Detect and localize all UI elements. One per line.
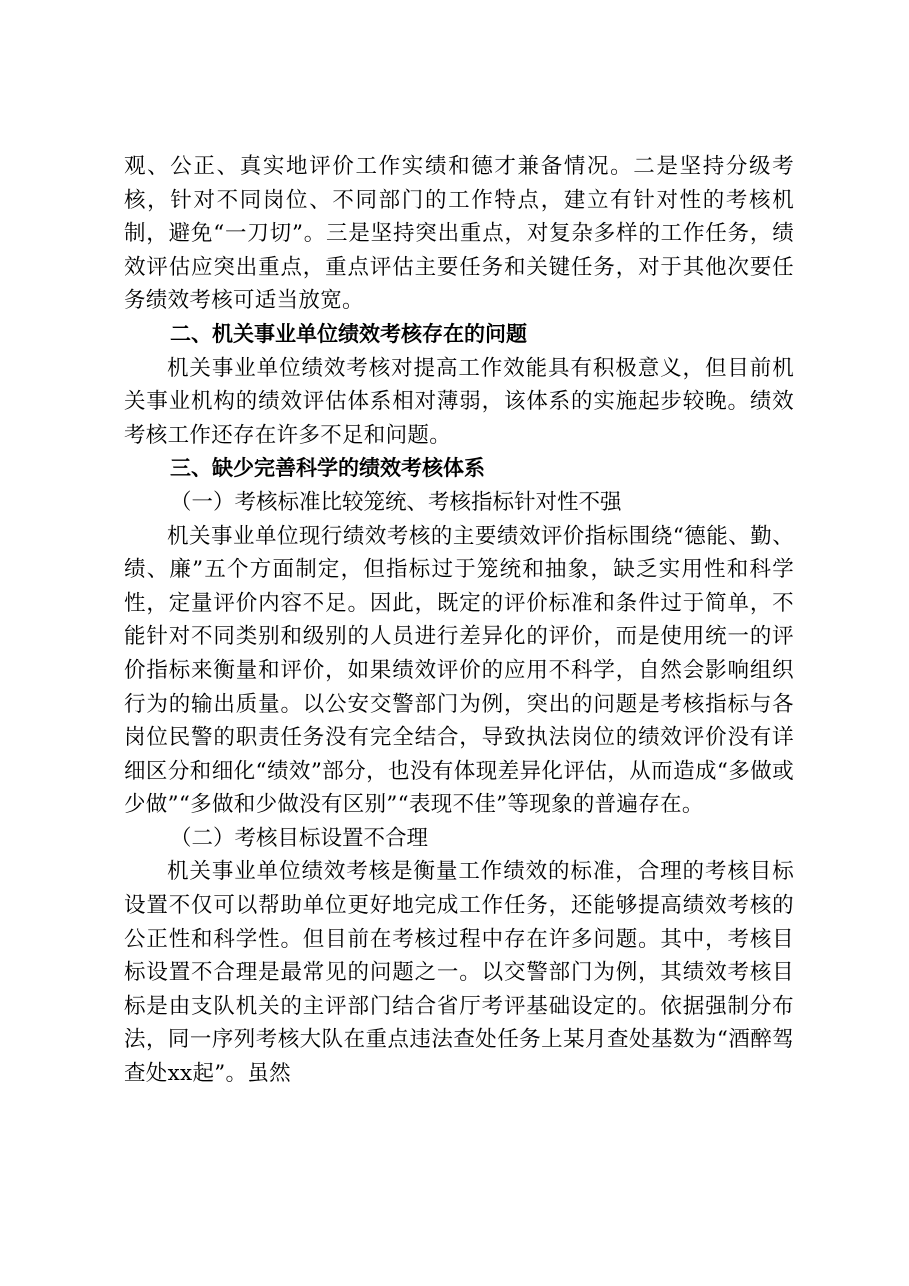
document-page xyxy=(124,150,794,1091)
body-paragraph-2: 机关事业单位绩效考核对提高工作效能具有积极意义，但目前机关事业机构的绩效评估体系相对薄弱，该体系的实施起步较晚。绩效考核工作还存在许多不足和问题。 xyxy=(124,355,794,448)
body-paragraph-3: 机关事业单位现行绩效考核的主要绩效评价指标围绕“德能、勤、绩、廉”五个方面制定，但指标过于笼统和抽象，缺乏实用性和科学性，定量评价内容不足。因此，既定的评价标准和条件过于简单，不能针对不同类别和级别的人员进行差异化的评价，而是使用统一的评价指标来衡量和评价，如果绩效评价的应用不科学，自然会影响组织行为的输出质量。以公安交警部门为例，突出的问题是考核指标与各岗位民警的职责任务没有完全结合，导致执法岗位的绩效评价没有详细区分和细化“绩效”部分，也没有体现差异化评估，从而造成“多做或少做”“多做和少做没有区别”“表现不佳”等现象的普遍存在。 xyxy=(124,523,794,818)
section-heading-3: 三、缺少完善科学的绩效考核体系 xyxy=(170,456,485,481)
subsection-heading-1: （一）考核标准比较笼统、考核指标针对性不强 xyxy=(170,489,622,515)
body-paragraph-4: 机关事业单位绩效考核是衡量工作绩效的标准，合理的考核目标设置不仅可以帮助单位更好地完成工作任务，还能够提高绩效考核的公正性和科学性。但目前在考核过程中存在许多问题。其中，考核目标设置不合理是最常见的问题之一。以交警部门为例，其绩效考核目标是由支队机关的主评部门结合省厅考评基础设定的。依据强制分布法，同一序列考核大队在重点违法查处任务上某月查处基数为“酒醉驾查处xx起”。虽然 xyxy=(124,859,794,1087)
body-paragraph-1: 观、公正、真实地评价工作实绩和德才兼备情况。二是坚持分级考核，针对不同岗位、不同部门的工作特点，建立有针对性的考核机制，避免“一刀切”。三是坚持突出重点，对复杂多样的工作任务，绩效评估应突出重点，重点评估主要任务和关键任务，对于其他次要任务绩效考核可适当放宽。 xyxy=(124,154,794,314)
section-heading-2: 二、机关事业单位绩效考核存在的问题 xyxy=(170,321,527,346)
subsection-heading-2: （二）考核目标设置不合理 xyxy=(170,825,429,851)
